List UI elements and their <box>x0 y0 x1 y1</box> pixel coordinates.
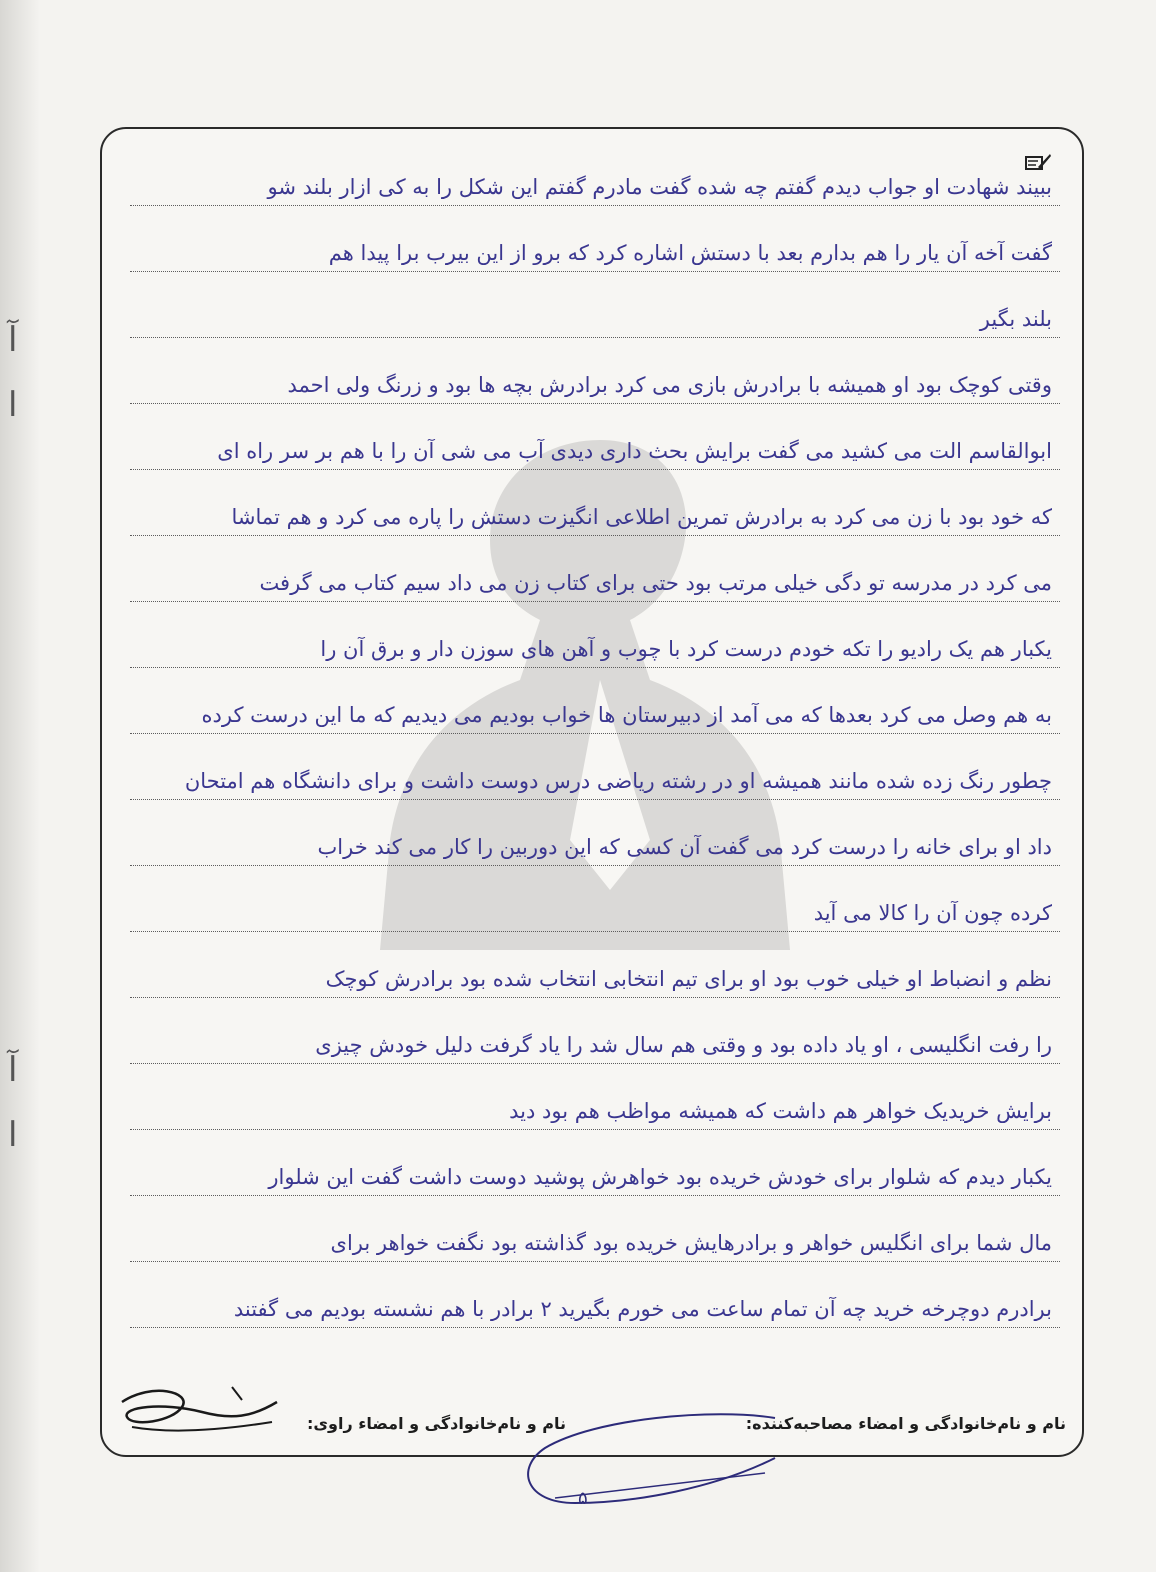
line-text: که خود بود با زن می کرد به برادرش تمرین اطلاعی انگیزت دستش را پاره می کرد و هم تماشا <box>231 505 1052 529</box>
text-line <box>130 272 1060 338</box>
text-line <box>130 536 1060 602</box>
line-text: می کرد در مدرسه تو دگی خیلی مرتب بود حتی برای کتاب زن می داد سیم کتاب می گرفت <box>259 571 1052 595</box>
page-number: ۵ <box>578 1488 588 1509</box>
text-line <box>130 602 1060 668</box>
text-line <box>130 866 1060 932</box>
line-text: به هم وصل می کرد بعدها که می آمد از دبیرستان ها خواب بودیم می دیدیم که ما این درست کرده <box>201 703 1052 727</box>
line-text: داد او برای خانه را درست کرد می گفت آن کسی که این دوربین را کار می کند خراب <box>317 835 1052 859</box>
interviewer-signature-label: نام و نام‌خانوادگی و امضاء مصاحبه‌کننده: <box>745 1414 1066 1433</box>
text-line <box>130 668 1060 734</box>
line-text: یکبار هم یک رادیو را تکه خودم درست کرد با چوب و آهن های سوزن دار و برق آن را <box>320 637 1052 661</box>
line-text: ابوالقاسم الت می کشید می گفت برایش بحث داری دیدی آب می شی آن را با هم بر سر راه ای <box>217 439 1052 463</box>
text-line <box>130 1130 1060 1196</box>
line-text: را رفت انگلیسی ، او یاد داده بود و وقتی هم سال شد را یاد گرفت دلیل خودش چیزی <box>315 1033 1052 1057</box>
line-text: یکبار دیدم که شلوار برای خودش خریده بود خواهرش پوشید دوست داشت گفت این شلوار <box>268 1165 1052 1189</box>
line-text: کرده چون آن را کالا می آید <box>813 901 1052 925</box>
left-margin-mark-1: آ <box>8 320 18 360</box>
line-text: بلند بگیر <box>979 307 1052 331</box>
left-margin-mark-3: آ <box>8 1050 18 1090</box>
text-line <box>130 1064 1060 1130</box>
line-text: گفت آخه آن یار را هم بدارم بعد با دستش اشاره کرد که برو از این بیرب برا پیدا هم <box>328 241 1052 265</box>
line-text: وقتی کوچک بود او همیشه با برادرش بازی می کرد برادرش بچه ها بود و زرنگ ولی احمد <box>287 373 1052 397</box>
text-line <box>130 404 1060 470</box>
line-text: چطور رنگ زده شده مانند همیشه او در رشته ریاضی درس دوست داشت و برای دانشگاه هم امتحان <box>184 769 1052 793</box>
text-line <box>130 1196 1060 1262</box>
text-line <box>130 734 1060 800</box>
left-margin-mark-2: ا <box>8 385 18 425</box>
text-line <box>130 140 1060 206</box>
text-line <box>130 470 1060 536</box>
text-line <box>130 998 1060 1064</box>
line-text: ببیند شهادت او جواب دیدم گفتم چه شده گفت مادرم گفتم این شکل را به کی ازار بلند شو <box>267 175 1052 199</box>
left-margin-mark-4: ا <box>8 1115 18 1155</box>
text-line <box>130 1262 1060 1328</box>
line-text: مال شما برای انگلیس خواهر و برادرهایش خریده بود گذاشته بود نگفت خواهر برای <box>330 1231 1052 1255</box>
page-shadow-edge <box>0 0 40 1572</box>
text-line <box>130 932 1060 998</box>
handwritten-lines <box>130 140 1060 1328</box>
line-text: نظم و انضباط او خیلی خوب بود او برای تیم انتخابی انتخاب شده بود برادرش کوچک <box>325 967 1052 991</box>
text-line <box>130 338 1060 404</box>
text-line <box>130 206 1060 272</box>
line-text: برادرم دوچرخه خرید چه آن تمام ساعت می خورم بگیرید ۲ برادر با هم نشسته بودیم می گفتند <box>233 1297 1052 1321</box>
text-line <box>130 800 1060 866</box>
line-text: برایش خریدیک خواهر هم داشت که همیشه مواظب هم بود دید <box>509 1099 1052 1123</box>
narrator-signature-label: نام و نام‌خانوادگی و امضاء راوی: <box>306 1414 566 1433</box>
